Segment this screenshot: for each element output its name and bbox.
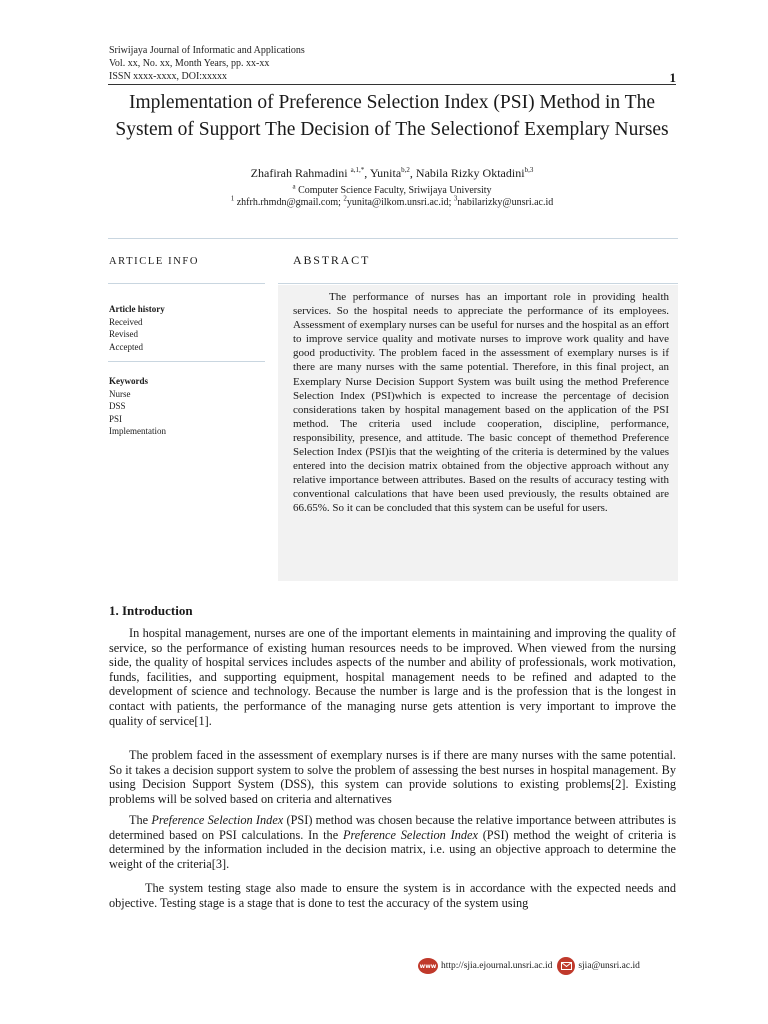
history-item: Revised xyxy=(109,329,138,339)
abstract-text: The performance of nurses has an important role in providing health services. So the hospital needs to appreciate the performance of its employees. Assessment of exemplary nurses can be useful for nurses and the hospital as an effort to improve service quality and motivate nurses to improve work quality and have good productivity. The problem faced in the assessment of exemplary nurses is if there are many nurses with the same potential. Therefore, in this final project, an Exemplary Nurse Decision Support System was built using the method Preference Selection Index (PSI)which is expected to increase the percentage of decision considerations taken by hospital management based on the application of the PSI method. The criteria used include cooperation, discipline, performance, responsibility, presence, and attitude. The basic concept of themethod Preference Selection Index (PSI)is that the weighting of the criteria is determined by the values entered into the decision matrix obtained from the objective approach without any relative importance between attributes. Based on the results of accuracy testing with conventional calculations that have been used previously, the results obtained are 66.65%. So it can be concluded that this system can be useful for users. xyxy=(293,291,669,515)
paragraph-text: (PSI) method the weight of criteria is determined by the information included in the decision matrix, i.e. using an objective approach to determine the weight of the criteria[3]. xyxy=(109,827,676,871)
history-item: Accepted xyxy=(109,341,143,352)
email-marker: 1 xyxy=(230,194,235,203)
www-icon: www xyxy=(418,958,438,974)
header-rule xyxy=(108,84,676,85)
keyword-item: Implementation xyxy=(109,426,166,436)
email-marker: 2 xyxy=(343,194,347,203)
email-marker: 3 xyxy=(453,194,458,203)
email-link[interactable]: nabilarizky@unsri.ac.id xyxy=(457,197,554,208)
journal-volume: Vol. xx, No. xx, Month Years, pp. xx-xx xyxy=(109,58,270,69)
email-link[interactable]: yunita@ilkom.unsri.ac.id; xyxy=(346,197,454,208)
article-info-divider xyxy=(108,283,265,284)
intro-paragraph-2: The problem faced in the assessment of exemplary nurses is if there are many nurses with the same potential. So it takes a decision support system to solve the problem of assessing the best nurses in hospital management. By using Decision Support System (DSS), this system can provide solutions to existing problems[2]. Existing problems will be solved based on criteria and alternatives xyxy=(109,748,676,806)
author-affil-marker: b,2 xyxy=(401,166,410,174)
journal-url-link[interactable]: http://sjia.ejournal.unsri.ac.id xyxy=(441,961,553,971)
paragraph-text: The xyxy=(129,813,152,827)
page-footer xyxy=(418,958,640,974)
intro-paragraph-3 xyxy=(109,813,676,871)
abstract-heading: ABSTRACT xyxy=(293,253,371,267)
author-name: Nabila Rizky Oktadini xyxy=(415,166,525,180)
author-affil-marker: a,1,* xyxy=(350,166,365,174)
section-heading-introduction: 1. Introduction xyxy=(109,603,193,618)
abstract-divider xyxy=(278,283,678,284)
author-name: Zhafirah Rahmadini xyxy=(250,166,348,180)
journal-header xyxy=(109,44,305,83)
article-info-heading: ARTICLE INFO xyxy=(109,256,200,267)
author-separator: , xyxy=(409,166,416,180)
email-link[interactable]: zhfrh.rhmdn@gmail.com; xyxy=(234,197,344,208)
intro-paragraph-4: The system testing stage also made to ensure the system is in accordance with the expected needs and objective. Testing stage is a stage that is done to test the accuracy of the system using xyxy=(109,881,676,910)
journal-name: Sriwijaya Journal of Informatic and Applications xyxy=(109,45,305,56)
history-item: Received xyxy=(109,316,143,327)
affiliation-text: Computer Science Faculty, Sriwijaya University xyxy=(295,185,492,196)
author-separator: , xyxy=(364,166,370,180)
journal-issn: ISSN xxxx-xxxx, DOI:xxxxx xyxy=(109,71,228,82)
mail-icon xyxy=(557,957,575,975)
author-name: Yunita xyxy=(369,166,402,180)
article-history-heading: Article history xyxy=(109,304,165,314)
keywords-block xyxy=(109,375,166,438)
paper-title: Implementation of Preference Selection Index (PSI) Method in The System of Support The Decision of The Selectionof Exemplary Nurses xyxy=(115,92,669,140)
keyword-item: PSI xyxy=(109,413,123,424)
method-name: Preference Selection Index xyxy=(342,827,478,842)
article-info-divider xyxy=(108,361,265,362)
paragraph-text: (PSI) method was chosen because the relative importance between attributes is determined based on PSI calculations. In the xyxy=(109,813,676,842)
affiliation-marker: a xyxy=(292,182,296,191)
article-history xyxy=(109,303,165,353)
intro-paragraph-1: In hospital management, nurses are one of the important elements in maintaining and improving the quality of service, so the performance of existing human resources needs to be improved. When viewed from the nursing side, the quality of hospital services includes aspects of the number and ability of professionals, work motivation, funds, facilities, and supporting equipment, hospital management needs to be refined and adapted to the development of science and technology. Because the number is large and is the profession that is the longest in contact with patients, the performance of the managing nurse gets attention is very important to improve the quality of service[1]. xyxy=(109,626,676,728)
method-name: Preference Selection Index xyxy=(151,813,284,827)
keyword-item: Nurse xyxy=(109,388,131,399)
keywords-heading: Keywords xyxy=(109,376,148,386)
author-affil-marker: b,3 xyxy=(524,166,534,174)
section-divider xyxy=(108,238,678,239)
journal-email-link[interactable]: sjia@unsri.ac.id xyxy=(578,961,640,971)
author-list xyxy=(100,166,684,181)
keyword-item: DSS xyxy=(109,401,126,411)
page-number: 1 xyxy=(669,70,676,85)
author-emails xyxy=(100,196,684,209)
